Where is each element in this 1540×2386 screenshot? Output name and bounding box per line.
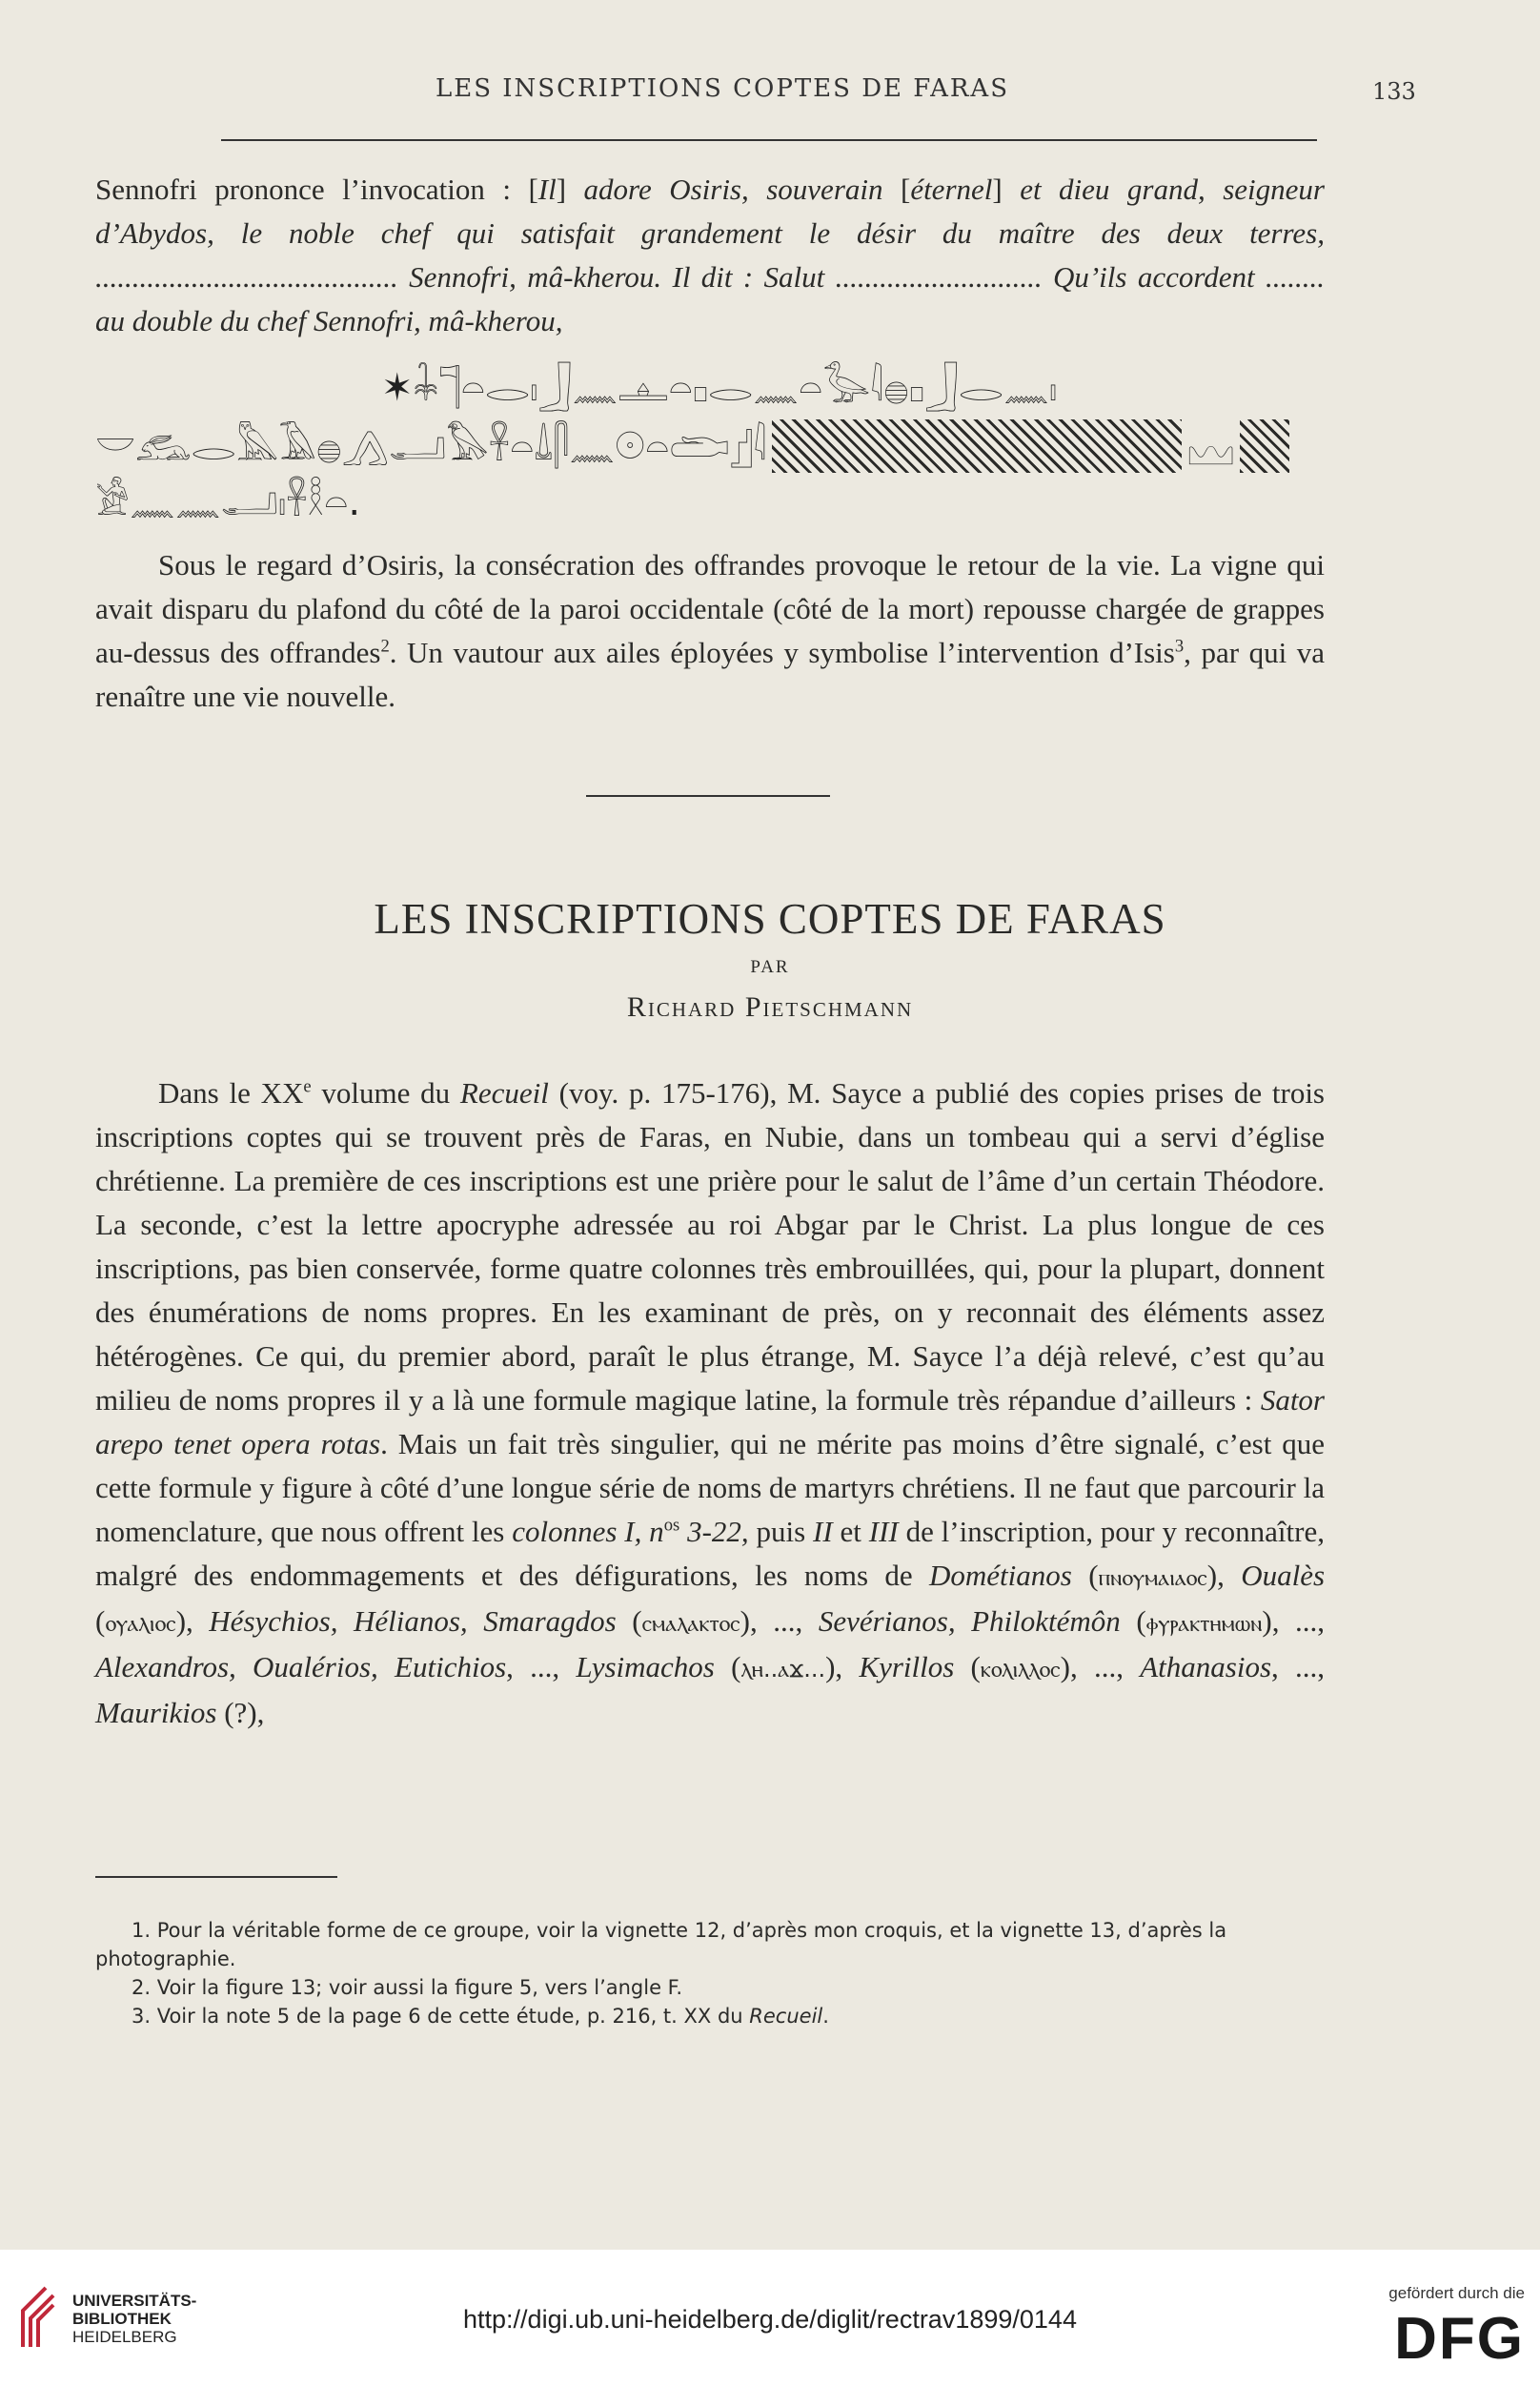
body-text: II (813, 1515, 833, 1548)
byline-par: PAR (750, 957, 790, 977)
body-text: Kyrillos (859, 1650, 955, 1683)
lead-paragraph-2 (95, 543, 1325, 719)
footnote-3 (95, 2002, 1325, 2030)
body-text: de l’inscription, pour y reconnaître, malgré des endommagements et des défigurations, les noms de (95, 1515, 1325, 1592)
header-rule (221, 139, 1317, 141)
lead-text: éternel (910, 173, 993, 206)
lead-text: Sous le regard d’Osiris, la consécration des offrandes provoque le retour de la vie. La vigne qui avait disparu du plafond du côté de la paroi occidentale (côté de la mort) repousse chargée de grappes au-dessus des offrandes (95, 548, 1325, 669)
footnote-rule (95, 1876, 337, 1878)
lead-text: adore Osiris, souverain (583, 173, 901, 206)
lacuna-hatch (1240, 419, 1289, 473)
library-name-line: UNIVERSITÄTS- (72, 2292, 197, 2310)
footnote-text: . (822, 2005, 829, 2028)
body-text: (?), (216, 1696, 265, 1729)
body-text: ), (825, 1650, 860, 1683)
hieroglyph-text: 𓀀𓈖𓈖𓂝𓏤𓋹𓎛𓏏. (95, 480, 361, 524)
body-text: os (663, 1515, 680, 1536)
body-text: colonnes I, n (512, 1515, 664, 1548)
body-text: ( (616, 1604, 642, 1638)
body-text: Athanasios (1140, 1650, 1272, 1683)
body-text: Dans le XX (158, 1076, 304, 1110)
article-title: LES INSCRIPTIONS COPTES DE FARAS (374, 895, 1166, 943)
coptic-text: ⲫⲩⲣⲁⲕⲧⲏⲙⲱⲛ (1145, 1610, 1263, 1637)
hieroglyph-row-1 (381, 360, 1325, 414)
body-text: ), ..., (1262, 1604, 1326, 1638)
body-text: , ..., (1271, 1650, 1326, 1683)
coptic-text: ⲥⲙⲁⲗⲁⲕⲧⲟⲥ (641, 1610, 740, 1637)
body-text: Lysimachos (576, 1650, 715, 1683)
body-text: ), ..., (1060, 1650, 1141, 1683)
coptic-text: ⲗⲏ..ⲁϫ... (740, 1656, 826, 1682)
footnote-text: Recueil (749, 2005, 823, 2028)
lead-paragraph (95, 168, 1325, 343)
footnote-1: 1. Pour la véritable forme de ce groupe, voir la vignette 12, d’après mon croquis, et la vignette 13, d’après la photographie. (95, 1919, 1227, 1970)
hieroglyph-row-3 (95, 475, 1325, 528)
body-text: Maurikios (95, 1696, 217, 1729)
body-text: Hésychios, Hélianos, Smaragdos (209, 1604, 617, 1638)
body-text: Dométianos (929, 1559, 1072, 1592)
permalink-url[interactable]: http://digi.ub.uni-heidelberg.de/diglit/rectrav1899/0144 (463, 2305, 1077, 2334)
page-number: 133 (1372, 78, 1416, 105)
body-text: Sevérianos, Philoktémôn (818, 1604, 1121, 1638)
body-text: ( (1120, 1604, 1146, 1638)
body-text: 3-22, (679, 1515, 749, 1548)
running-title: LES INSCRIPTIONS COPTES DE FARAS (435, 74, 1010, 103)
body-text: ( (714, 1650, 741, 1683)
article-author: Richard Pietschmann (626, 991, 914, 1023)
dfg-logo[interactable]: DFG (1394, 2306, 1525, 2372)
lead-text: Il (537, 173, 557, 206)
body-text: ), (1206, 1559, 1242, 1592)
hieroglyph-text: 𓈉 (1187, 432, 1235, 470)
library-name-line: HEIDELBERG (72, 2328, 177, 2346)
lead-text: [ (900, 173, 911, 206)
body-text: Sator arepo tenet opera rotas (95, 1383, 1325, 1460)
body-text: Recueil (459, 1076, 549, 1110)
body-text: . Mais un fait très singulier, qui ne mérite pas moins d’être signalé, c’est que cette formule y figure à côté d’une longue série de noms de martyrs chrétiens. Il ne faut que parcourir la nomenclature, que nous offrent les (95, 1427, 1325, 1548)
body-text: puis (748, 1515, 814, 1548)
body-text: ( (954, 1650, 981, 1683)
footnote-text: 3. Voir la note 5 de la page 6 de cette étude, p. 216, t. XX du (132, 2005, 750, 2028)
footnote-2: 2. Voir la figure 13; voir aussi la figure 5, vers l’angle F. (132, 1976, 683, 1999)
running-head (95, 74, 1540, 112)
hieroglyph-text: 𓎟𓃹𓂋𓅓𓄿𓐍𓂻𓂝𓅃𓋹𓏏𓍑𓋴𓈖𓇳𓏏𓂧𓊨𓇋 (95, 425, 767, 469)
body-text: ), (175, 1604, 210, 1638)
lead-text: ] (992, 173, 1021, 206)
body-text: , ..., (506, 1650, 577, 1683)
coptic-text: ⲕⲟⲗⲓⲗⲗⲟⲥ (980, 1656, 1061, 1682)
body-text: ), ..., (740, 1604, 819, 1638)
body-text: volume du (311, 1076, 460, 1110)
body-text: ( (1071, 1559, 1099, 1592)
body-text: III (868, 1515, 899, 1548)
lacuna-hatch (772, 419, 1182, 473)
body-text: et (832, 1515, 869, 1548)
footnote-ref[interactable]: 2 (380, 636, 390, 657)
body-paragraph (95, 1071, 1325, 1735)
lead-text: . Un vautour aux ailes éployées y symbolise l’intervention d’Isis (389, 636, 1175, 669)
lead-text: et dieu grand, seigneur d’Abydos, le noble chef qui satisfait grandement le désir du maître des deux terres, ......................................... Sennofri, mâ-kherou. Il dit : Salut ............................ Qu’ils accordent ........ au double du chef Sennofri, mâ-kherou, (95, 173, 1325, 337)
library-name-line: BIBLIOTHEK (72, 2310, 172, 2328)
footnotes (95, 1916, 1325, 2030)
lead-text: , par qui va renaître une vie nouvelle. (95, 636, 1325, 713)
lead-text: Sennofri prononce l’invocation : [ (95, 173, 538, 206)
lead-text: ] (556, 173, 584, 206)
section-divider (586, 795, 830, 797)
body-text: Alexandros, Oualérios, Eutichios (95, 1650, 507, 1683)
body-text: (voy. p. 175-176), M. Sayce a publié des copies prises de trois inscriptions coptes qui se trouvent près de Faras, en Nubie, dans un tombeau qui a servi d’église chrétienne. La première de ces inscriptions est une prière pour le salut de l’âme d’un certain Théodore. La seconde, c’est la lettre apocryphe adressée au roi Abgar par le Christ. La plus longue de ces inscriptions, pas bien conservée, forme quatre colonnes très embrouillées, qui, pour la plupart, donnent des énumérations de noms propres. En les examinant de près, on y reconnait des éléments assez hétérogènes. Ce qui, du premier abord, paraît le plus étrange, M. Sayce l’a déjà relevé, c’est qu’au milieu de noms propres il y a là une formule magique latine, la formule très répandue d’ailleurs : (95, 1076, 1325, 1417)
hieroglyph-text: ✶𓇓𓊹𓏏𓂋𓏤𓃀𓈖𓊵𓏏𓊪𓂋𓈖𓏏𓅭𓇋𓐍𓊪𓃀𓂋𓈖𓏤 (381, 366, 1058, 410)
footnote-ref[interactable]: 3 (1174, 636, 1185, 657)
body-text: Oualès (1241, 1559, 1326, 1592)
body-text: e (303, 1076, 312, 1097)
coptic-text: ⲟⲩⲁⲗⲓⲟⲥ (105, 1610, 176, 1637)
coptic-text: ⲡⲛⲟⲩⲙⲁⲓⲁⲟⲥ (1098, 1564, 1207, 1591)
body-text: ( (95, 1604, 106, 1638)
funded-by-label: gefördert durch die (1388, 2284, 1525, 2302)
